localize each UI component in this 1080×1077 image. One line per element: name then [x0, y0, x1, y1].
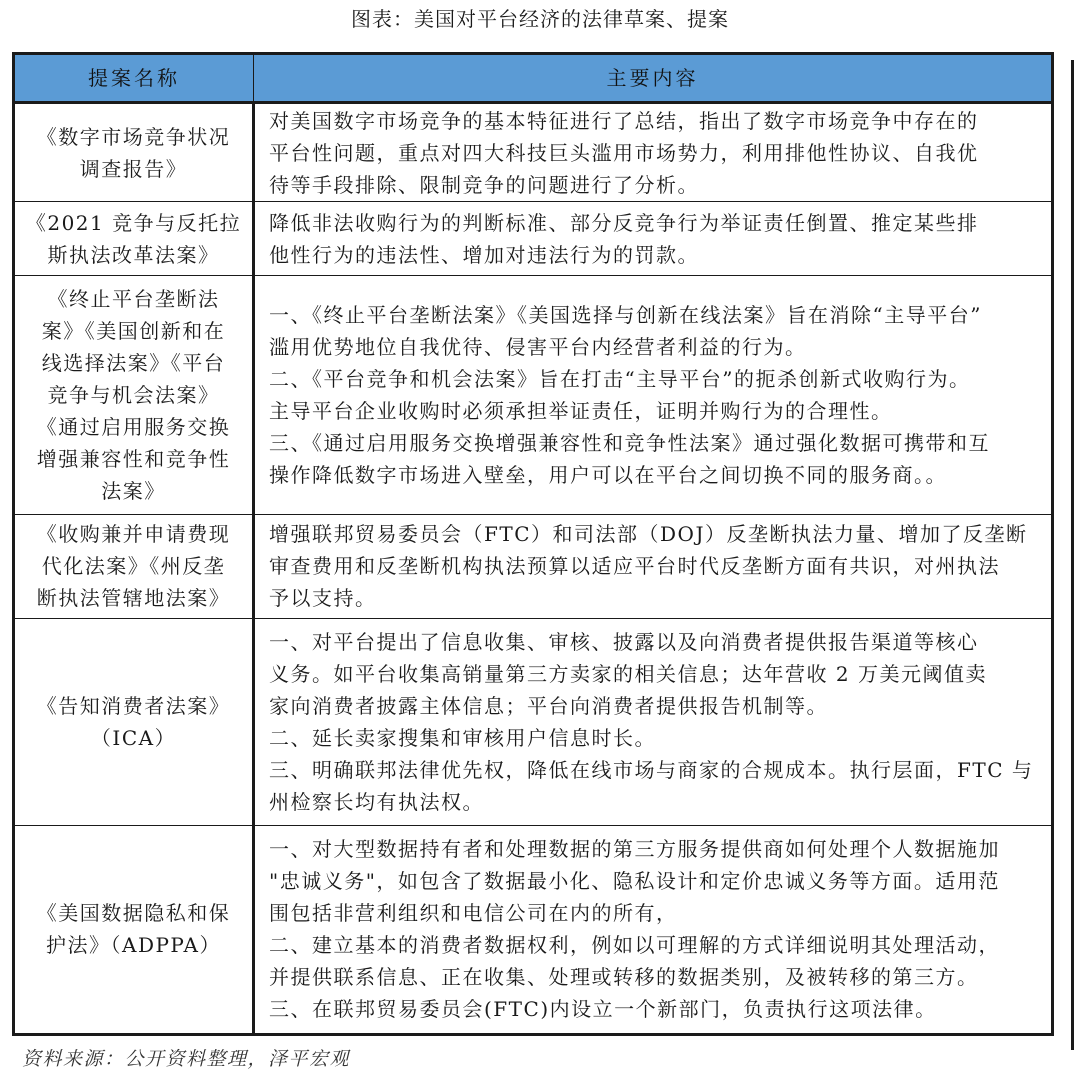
main-content-line: 平台性问题，重点对四大科技巨头滥用市场势力，利用排他性协议、自我优	[269, 140, 979, 165]
proposal-name-line: 案》《美国创新和在	[41, 318, 226, 343]
proposal-name-cell	[14, 103, 254, 202]
table-row	[14, 275, 1053, 515]
proposal-name-line: （ICA）	[90, 725, 177, 750]
proposal-name-line: 护法》（ADPPA）	[46, 933, 221, 958]
main-content-cell	[254, 825, 1053, 1034]
main-content-line: 三、在联邦贸易委员会(FTC)内设立一个新部门，负责执行这项法律。	[269, 997, 937, 1022]
proposal-name-line: 《美国数据隐私和保	[36, 901, 231, 926]
main-content-line: 义务。如平台收集高销量第三方卖家的相关信息；达年营收 2 万美元阈值卖	[269, 661, 987, 686]
table-row	[14, 202, 1053, 275]
proposal-name-cell	[14, 275, 254, 515]
main-content-cell	[254, 103, 1053, 202]
proposal-name-cell	[14, 515, 254, 619]
main-content-line: 州检察长均有执法权。	[269, 789, 484, 814]
main-content-line: 降低非法收购行为的判断标准、部分反竞争行为举证责任倒置、推定某些排	[269, 210, 979, 235]
proposal-name-line: 《告知消费者法案》	[36, 693, 231, 718]
table-row	[14, 103, 1053, 202]
main-content-line: 对美国数字市场竞争的基本特征进行了总结，指出了数字市场竞争中存在的	[269, 108, 979, 133]
main-content-cell	[254, 202, 1053, 275]
source-note: 资料来源：公开资料整理，泽平宏观	[22, 1048, 351, 1070]
main-content-line: 主导平台企业收购时必须承担举证责任，证明并购行为的合理性。	[269, 398, 893, 423]
proposal-name-line: 增强兼容性和竞争性	[36, 446, 231, 471]
proposal-name-cell	[14, 618, 254, 825]
main-content-cell	[254, 515, 1053, 619]
main-content-line: 一、对平台提出了信息收集、审核、披露以及向消费者提供报告渠道等核心	[269, 629, 979, 654]
main-content-line: 三、明确联邦法律优先权，降低在线市场与商家的合规成本。执行层面，FTC 与	[269, 757, 1034, 782]
proposal-name-line: 代化法案》《州反垄	[41, 554, 226, 579]
page-edge-line	[1071, 60, 1074, 1050]
main-content-line: 二、建立基本的消费者数据权利，例如以可理解的方式详细说明其处理活动，	[269, 933, 1000, 958]
main-content-line: 并提供联系信息、正在收集、处理或转移的数据类别，及被转移的第三方。	[269, 965, 979, 990]
main-content-line: 二、《平台竞争和机会法案》旨在打击“主导平台”的扼杀创新式收购行为。	[269, 366, 971, 391]
main-content-line: 审查费用和反垄断机构执法预算以适应平台时代反垄断方面有共识，对州执法	[269, 554, 1000, 579]
main-content-line: 家向消费者披露主体信息；平台向消费者提供报告机制等。	[269, 693, 828, 718]
table-row	[14, 825, 1053, 1034]
table-row	[14, 618, 1053, 825]
proposal-name-line: 斯执法改革法案》	[47, 242, 220, 267]
proposal-name-line: 《收购兼并申请费现	[36, 522, 231, 547]
main-content-line: 增强联邦贸易委员会（FTC）和司法部（DOJ）反垄断执法力量、增加了反垄断	[269, 522, 1028, 547]
proposal-name-cell	[14, 202, 254, 275]
main-content-line: "忠诚义务"，如包含了数据最小化、隐私设计和定价忠诚义务等方面。适用范	[269, 869, 1000, 894]
proposal-name-line: 断执法管辖地法案》	[36, 586, 231, 611]
main-content-line: 围包括非营利组织和电信公司在内的所有，	[269, 901, 678, 926]
main-content-line: 予以支持。	[269, 586, 377, 611]
main-content-line: 二、延长卖家搜集和审核用户信息时长。	[269, 725, 656, 750]
proposal-name-line: 《2021 竞争与反托拉	[25, 210, 242, 235]
header-proposal-name: 提案名称	[14, 54, 254, 103]
proposal-name-line: 线选择法案》《平台	[41, 350, 226, 375]
header-main-content: 主要内容	[254, 54, 1053, 103]
main-content-cell	[254, 275, 1053, 515]
main-content-line: 一、《终止平台垄断法案》《美国选择与创新在线法案》旨在消除“主导平台”	[269, 302, 982, 327]
main-content-line: 一、对大型数据持有者和处理数据的第三方服务提供商如何处理个人数据施加	[269, 837, 1000, 862]
proposals-table-wrapper	[12, 52, 1054, 1036]
proposal-name-line: 《数字市场竞争状况	[36, 124, 231, 149]
proposals-table	[12, 52, 1054, 1036]
main-content-line: 三、《通过启用服务交换增强兼容性和竞争性法案》通过强化数据可携带和互	[269, 430, 990, 455]
proposal-name-cell	[14, 825, 254, 1034]
main-content-line: 待等手段排除、限制竞争的问题进行了分析。	[269, 172, 699, 197]
table-row	[14, 515, 1053, 619]
main-content-line: 操作降低数字市场进入壁垒，用户可以在平台之间切换不同的服务商。。	[269, 462, 947, 487]
main-content-cell	[254, 618, 1053, 825]
figure-caption: 图表：美国对平台经济的法律草案、提案	[351, 7, 729, 31]
proposal-name-line: 《终止平台垄断法	[47, 286, 220, 311]
main-content-line: 他性行为的违法性、增加对违法行为的罚款。	[269, 242, 699, 267]
proposal-name-line: 法案》	[101, 478, 166, 503]
proposal-name-line: 竞争与机会法案》	[47, 382, 220, 407]
proposal-name-line: 《通过启用服务交换	[36, 414, 231, 439]
main-content-line: 滥用优势地位自我优待、侵害平台内经营者利益的行为。	[269, 334, 807, 359]
table-header-row	[14, 54, 1053, 103]
proposal-name-line: 调查报告》	[79, 156, 188, 181]
